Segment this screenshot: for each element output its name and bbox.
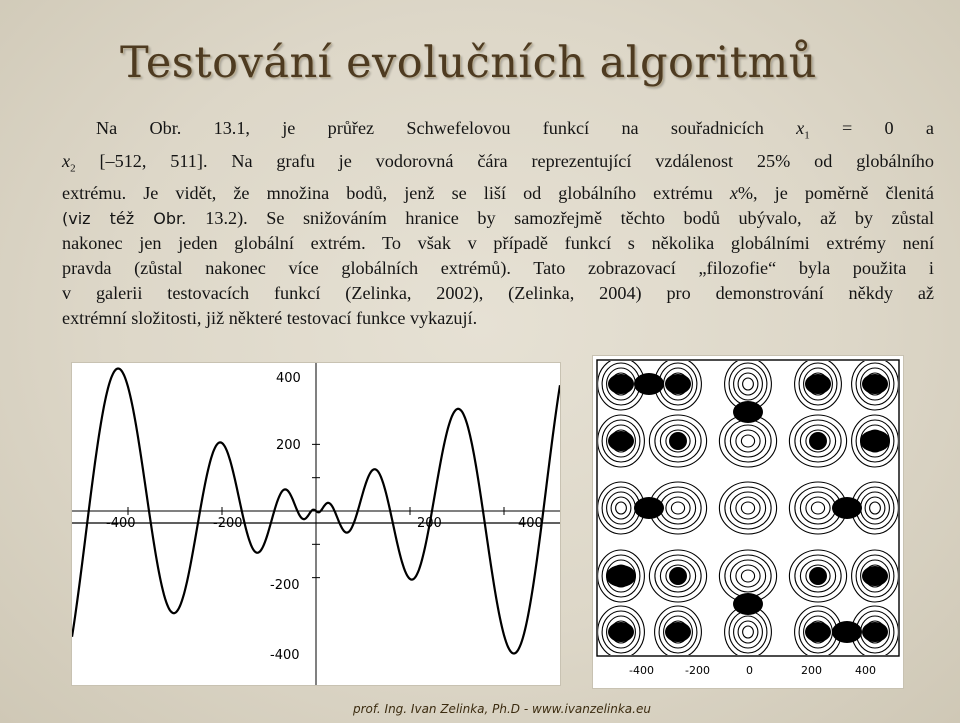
- extremum-blob: [805, 374, 831, 394]
- para-line-1: Na Obr. 13.1, je průřez Schwefelovou funkcí na souřadnicích $x_1 = 0$ a: [96, 118, 934, 142]
- para-line-7: v galerii testovacích funkcí (Zelinka, 2002), (Zelinka, 2004) pro demonstrování někdy až: [62, 283, 934, 304]
- extremum-blob: [606, 565, 636, 587]
- para-line-3: extrému. Je vidět, že množina bodů, jenž se liší od globálního extrému x%, je poměrně členitá: [62, 183, 934, 204]
- x-tick-label: -400: [106, 516, 136, 531]
- x-tick-label: 400: [855, 664, 876, 677]
- extremum-blob: [862, 374, 888, 394]
- extremum-blob: [669, 567, 687, 585]
- x-tick-label: 400: [518, 516, 543, 531]
- footer-author: prof. Ing. Ivan Zelinka, Ph.D - www.ivanzelinka.eu: [353, 702, 651, 716]
- extremum-blob: [608, 374, 634, 394]
- extremum-blob: [805, 622, 831, 642]
- extremum-blob: [733, 401, 763, 423]
- y-tick-label: 200: [276, 438, 301, 453]
- extremum-blob: [665, 622, 691, 642]
- figure-contour-map: [593, 356, 903, 688]
- extremum-blob: [832, 621, 862, 643]
- para-line-5: nakonec jen jeden globální extrém. To však v případě funkcí s několika globálními extrémy není: [62, 233, 934, 254]
- cross-section-plot: [72, 363, 560, 685]
- x-tick-label: -200: [685, 664, 710, 677]
- x-tick-label: -400: [629, 664, 654, 677]
- extremum-blob: [862, 566, 888, 586]
- extremum-blob: [809, 432, 827, 450]
- extremum-blob: [665, 374, 691, 394]
- x-tick-label: 200: [417, 516, 442, 531]
- body-paragraph: [62, 116, 934, 331]
- extremum-blob: [832, 497, 862, 519]
- contour-plot: [593, 356, 903, 688]
- extremum-blob: [608, 431, 634, 451]
- x-tick-label: 200: [801, 664, 822, 677]
- y-tick-label: -200: [270, 578, 300, 593]
- extremum-blob: [733, 593, 763, 615]
- extremum-blob: [862, 622, 888, 642]
- para-line-6: pravda (zůstal nakonec více globálních extrémů). Tato zobrazovací „filozofie“ byla použita i: [62, 258, 934, 279]
- slide-title: Testování evolučních algoritmů: [120, 38, 817, 88]
- extremum-blob: [634, 497, 664, 519]
- x-tick-label: 0: [746, 664, 753, 677]
- y-tick-label: -400: [270, 648, 300, 663]
- figure-schwefel-cross-section: [72, 363, 560, 685]
- extremum-blob: [809, 567, 827, 585]
- extremum-blob: [669, 432, 687, 450]
- extremum-blob: [634, 373, 664, 395]
- para-line-4: (viz též Obr. 13.2). Se snižováním hranice by samozřejmě těchto bodů ubývalo, až by zůstal: [62, 208, 934, 229]
- para-line-8: extrémní složitosti, již některé testovací funkce vykazují.: [62, 308, 478, 329]
- x-tick-label: -200: [213, 516, 243, 531]
- extremum-blob: [608, 622, 634, 642]
- para-line-2: $x_2$ [–512, 511]. Na grafu je vodorovná čára reprezentující vzdálenost 25% od globálního: [62, 150, 934, 175]
- y-tick-label: 400: [276, 371, 301, 386]
- extremum-blob: [860, 430, 890, 452]
